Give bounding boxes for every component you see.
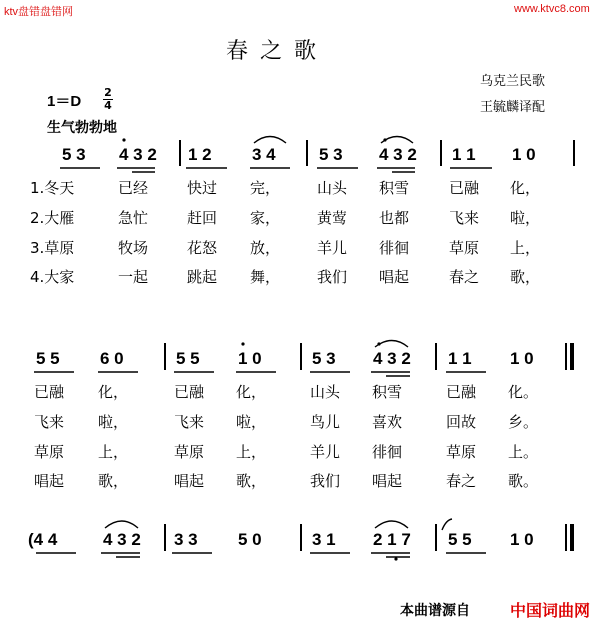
notes-2-6: 4 3 2 (373, 349, 411, 368)
lyric-r1-v1-8: 化， (510, 179, 541, 197)
notes-1-4: 3 4 (252, 145, 276, 164)
notes-1-3: 1 2 (188, 145, 212, 164)
lyric-r1-v4-2: 一起 (118, 268, 149, 286)
origin-credit: 乌克兰民歌 (480, 74, 546, 89)
lyric-r2-v4-1: 唱起 (34, 472, 65, 490)
lyric-r1-v3-6: 徘徊 (379, 239, 410, 257)
lyric-r1-v2-4: 家， (250, 209, 281, 227)
lyric-r2-v3-5: 羊儿 (310, 443, 341, 461)
lyric-r1-v1-7: 已融 (449, 179, 480, 197)
lyric-r1-v4-8: 歌， (510, 268, 541, 286)
lyric-r2-v4-7: 春之 (446, 472, 477, 490)
notes-3-2: 4 3 2 (103, 530, 141, 549)
lyric-r1-v1-6: 积雪 (379, 179, 410, 197)
footer-site-name: 中国词曲网 (510, 601, 591, 620)
notes-1-1: 5 3 (62, 145, 86, 164)
lyric-r2-v4-3: 唱起 (174, 472, 205, 490)
lyric-r1-v3-2: 牧场 (118, 239, 149, 257)
lyric-r1-v2-8: 啦， (510, 209, 541, 227)
lyric-r2-v4-4: 歌， (236, 472, 267, 490)
lyric-r2-v2-5: 鸟儿 (310, 413, 341, 431)
lyric-r1-v4-3: 跳起 (187, 268, 218, 286)
lyric-r1-v1-1: 1.冬天 (30, 179, 75, 197)
lyric-r1-v3-4: 放， (250, 239, 281, 257)
lyric-r2-v2-2: 啦， (98, 413, 129, 431)
lyric-r1-v4-4: 舞， (250, 268, 281, 286)
lyric-r1-v2-7: 飞来 (449, 209, 480, 227)
lyric-r2-v1-1: 已融 (34, 383, 65, 401)
lyric-r1-v1-3: 快过 (187, 179, 218, 197)
lyric-r1-v1-4: 完， (250, 179, 281, 197)
lyric-r2-v1-8: 化。 (508, 383, 539, 401)
lyric-r2-v1-3: 已融 (174, 383, 205, 401)
notes-3-7: 5 5 (448, 530, 472, 549)
lyric-r1-v2-3: 赶回 (187, 209, 218, 227)
lyric-r2-v3-6: 徘徊 (372, 443, 403, 461)
lyric-r1-v4-1: 4.大家 (30, 268, 75, 286)
notes-2-4: 1 0 (238, 349, 262, 368)
lyric-r1-v1-5: 山头 (317, 179, 348, 197)
lyric-r1-v3-3: 花怒 (187, 239, 218, 257)
lyric-r2-v1-7: 已融 (446, 383, 477, 401)
lyric-r1-v2-1: 2.大雁 (30, 209, 75, 227)
lyric-r1-v4-6: 唱起 (379, 268, 410, 286)
notes-3-8: 1 0 (510, 530, 534, 549)
lyric-r2-v3-3: 草原 (174, 443, 205, 461)
tempo-marking: 生气勃勃地 (47, 120, 117, 136)
lyric-r1-v3-5: 羊儿 (317, 239, 348, 257)
lyric-r2-v2-6: 喜欢 (372, 413, 403, 431)
lyric-r1-v3-7: 草原 (449, 239, 480, 257)
lyric-r2-v3-7: 草原 (446, 443, 477, 461)
time-signature-bottom: 4 (104, 99, 112, 112)
lyric-r2-v3-2: 上， (98, 443, 129, 461)
lyric-r1-v3-8: 上， (510, 239, 541, 257)
notes-3-4: 5 0 (238, 530, 262, 549)
notes-3-5: 3 1 (312, 530, 336, 549)
lyric-r1-v4-7: 春之 (449, 268, 480, 286)
lyric-r1-v1-2: 已经 (118, 179, 149, 197)
notes-3-3: 3 3 (174, 530, 198, 549)
footer-source-label: 本曲谱源自 (400, 603, 470, 619)
arranger-credit: 王毓麟译配 (480, 100, 546, 115)
lyric-r1-v2-5: 黄莺 (317, 209, 348, 227)
lyric-r2-v3-1: 草原 (34, 443, 65, 461)
watermark-left: ktv盘错盘错网 (4, 6, 74, 18)
time-signature-top: 2 (104, 86, 112, 99)
lyric-r2-v4-2: 歌， (98, 472, 129, 490)
notes-2-8: 1 0 (510, 349, 534, 368)
lyric-r2-v2-8: 乡。 (508, 413, 539, 431)
notes-2-3: 5 5 (176, 349, 200, 368)
key-signature: 1＝D (47, 93, 82, 110)
watermark-right: www.ktvc8.com (514, 3, 590, 15)
lyric-r2-v2-7: 回故 (446, 413, 477, 431)
lyric-r2-v4-6: 唱起 (372, 472, 403, 490)
lyric-r2-v1-6: 积雪 (372, 383, 403, 401)
lyric-r2-v2-4: 啦， (236, 413, 267, 431)
notes-1-5: 5 3 (319, 145, 343, 164)
notes-2-1: 5 5 (36, 349, 60, 368)
lyric-r2-v1-2: 化， (98, 383, 129, 401)
notes-1-6: 4 3 2 (379, 145, 417, 164)
notes-3-6: 2 1 7 (373, 530, 411, 549)
lyric-r2-v1-5: 山头 (310, 383, 341, 401)
notes-3-1: (4 4 (28, 530, 58, 549)
notes-2-7: 1 1 (448, 349, 472, 368)
song-title: 春之歌 (226, 39, 329, 64)
lyric-r2-v3-8: 上。 (508, 443, 539, 461)
notes-1-7: 1 1 (452, 145, 476, 164)
lyric-r2-v1-4: 化， (236, 383, 267, 401)
notes-1-8: 1 0 (512, 145, 536, 164)
lyric-r2-v4-5: 我们 (310, 472, 341, 490)
lyric-r2-v3-4: 上， (236, 443, 267, 461)
notes-2-2: 6 0 (100, 349, 124, 368)
lyric-r1-v2-2: 急忙 (118, 209, 149, 227)
lyric-r2-v2-1: 飞来 (34, 413, 65, 431)
lyric-r1-v2-6: 也都 (379, 209, 410, 227)
notes-1-2: 4 3 2 (119, 145, 157, 164)
notes-2-5: 5 3 (312, 349, 336, 368)
lyric-r1-v4-5: 我们 (317, 268, 348, 286)
lyric-r1-v3-1: 3.草原 (30, 239, 75, 257)
lyric-r2-v4-8: 歌。 (508, 472, 539, 490)
lyric-r2-v2-3: 飞来 (174, 413, 205, 431)
